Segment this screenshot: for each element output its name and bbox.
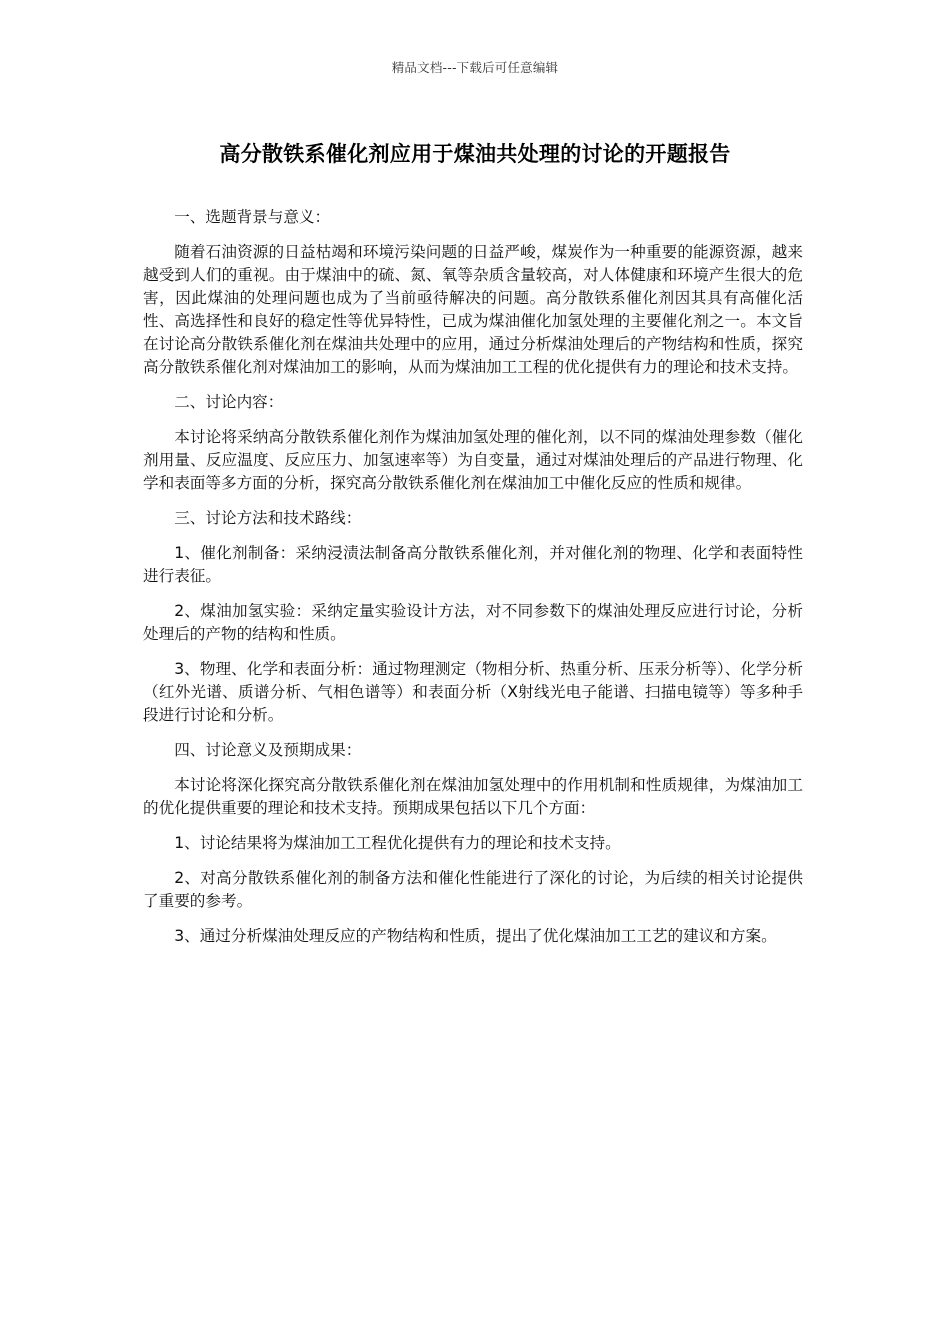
list-item-outcome-2: 2、对高分散铁系催化剂的制备方法和催化性能进行了深化的讨论，为后续的相关讨论提供了重要的参考。 xyxy=(143,869,803,910)
list-item-method-2: 2、煤油加氢实验：采纳定量实验设计方法，对不同参数下的煤油处理反应进行讨论，分析处理后的产物的结构和性质。 xyxy=(143,602,803,643)
document-body xyxy=(143,206,803,960)
document-title: 高分散铁系催化剂应用于煤油共处理的讨论的开题报告 xyxy=(219,142,731,166)
paragraph-background: 随着石油资源的日益枯竭和环境污染问题的日益严峻，煤炭作为一种重要的能源资源，越来越受到人们的重视。由于煤油中的硫、氮、氧等杂质含量较高，对人体健康和环境产生很大的危害，因此煤油的处理问题也成为了当前亟待解决的问题。高分散铁系催化剂因其具有高催化活性、高选择性和良好的稳定性等优异特性，已成为煤油催化加氢处理的主要催化剂之一。本文旨在讨论高分散铁系催化剂在煤油共处理中的应用，通过分析煤油处理后的产物结构和性质，探究高分散铁系催化剂对煤油加工的影响，从而为煤油加工工程的优化提供有力的理论和技术支持。 xyxy=(143,243,803,376)
paragraph-content: 本讨论将采纳高分散铁系催化剂作为煤油加氢处理的催化剂，以不同的煤油处理参数（催化剂用量、反应温度、反应压力、加氢速率等）为自变量，通过对煤油处理后的产品进行物理、化学和表面等多方面的分析，探究高分散铁系催化剂在煤油加工中催化反应的性质和规律。 xyxy=(143,428,803,492)
list-item-outcome-3: 3、通过分析煤油处理反应的产物结构和性质，提出了优化煤油加工工艺的建议和方案。 xyxy=(174,927,777,945)
section-heading-content: 二、讨论内容： xyxy=(174,393,284,411)
page-header-note: 精品文档---下载后可任意编辑 xyxy=(391,60,559,75)
list-item-method-3: 3、物理、化学和表面分析：通过物理测定（物相分析、热重分析、压汞分析等）、化学分析（红外光谱、质谱分析、气相色谱等）和表面分析（X射线光电子能谱、扫描电镜等）等多种手段进行讨论和分析。 xyxy=(143,660,803,724)
paragraph-significance: 本讨论将深化探究高分散铁系催化剂在煤油加氢处理中的作用机制和性质规律，为煤油加工的优化提供重要的理论和技术支持。预期成果包括以下几个方面： xyxy=(143,776,803,817)
section-heading-methods: 三、讨论方法和技术路线： xyxy=(174,509,362,527)
list-item-outcome-1: 1、讨论结果将为煤油加工工程优化提供有力的理论和技术支持。 xyxy=(174,834,621,852)
list-item-method-1: 1、催化剂制备：采纳浸渍法制备高分散铁系催化剂，并对催化剂的物理、化学和表面特性进行表征。 xyxy=(143,544,803,585)
section-heading-background: 一、选题背景与意义： xyxy=(174,208,331,226)
section-heading-significance: 四、讨论意义及预期成果： xyxy=(174,741,362,759)
